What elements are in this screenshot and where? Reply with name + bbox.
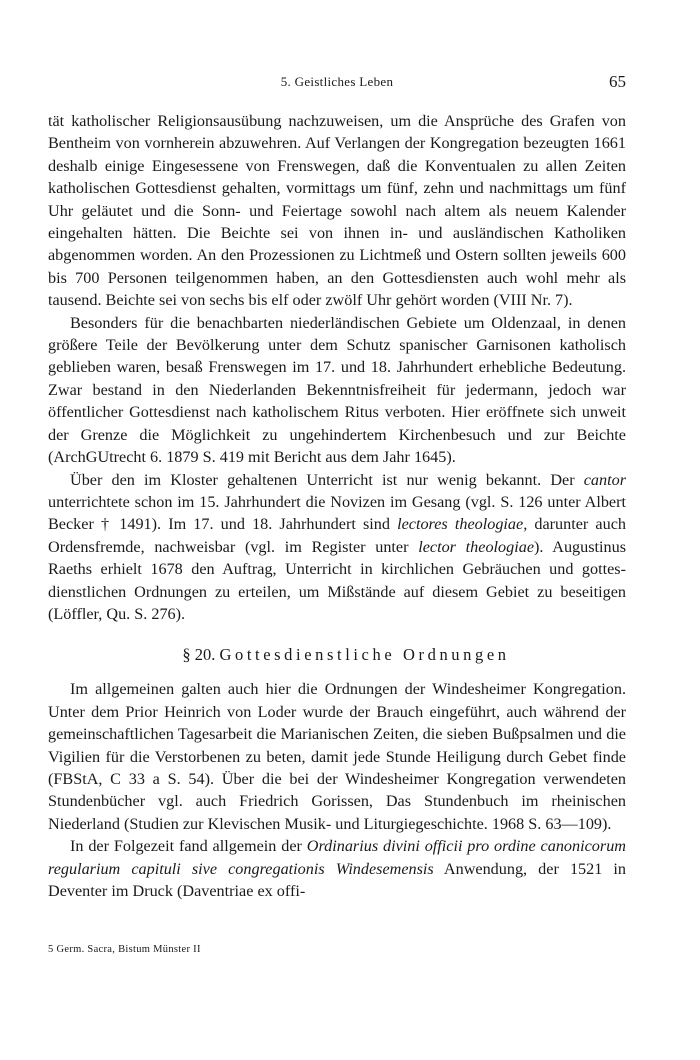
italic-term: lector theologiae: [418, 537, 534, 556]
text-run: darunter auch Ordensfremde, nachweisbar (vgl. im Register unter: [48, 515, 626, 556]
paragraph: [48, 469, 626, 626]
signature-line: 5 Germ. Sacra, Bistum Münster II: [48, 944, 201, 955]
text-run: tät katholischer Religionsausübung nachzuweisen, um die Ansprüche des Grafen von Bentheim von vornherein abzuwehren. Auf Verlangen der Kongregation bezeugten 1661 deshalb einige Eingesessene von Frenswegen, daß die Konventualen zu allen Zeiten katholischen Gottesdienst gehalten, vormittags um fünf, zehn und nachmittags um fünf Uhr geläutet und die Sonn- und Feiertage sowohl nach altem als neuem Kalender eingehalten hätten. Die Beichte sei von ihnen in- und ausländischen Katholiken abgenommen worden. An den Prozessionen zu Lichtmeß und Ostern sollten jeweils 600 bis 700 Personen teilgenommen haben, an den Gottesdiensten auch wohl mehr als tausend. Beichte sei von sechs bis elf oder zwölf Uhr gehört worden (VIII Nr. 7).: [48, 112, 626, 310]
text-run: Anwendung, der 1521 in Deventer im Druck (Daventriae ex offi-: [48, 859, 626, 900]
text-run: ). Augustinus Raeths erhielt 1678 den Auftrag, Unterricht in kirchlichen Gebräuchen und gottesdienstlichen Ordnungen zu erteilen, um Mißstände auf diesem Gebiet zu beseitigen (Löffler, Qu. S. 276).: [48, 537, 627, 623]
section-number: § 20.: [182, 645, 216, 665]
paragraph: [48, 312, 626, 469]
paragraph: [48, 110, 626, 312]
paragraphs-before: [48, 110, 626, 625]
italic-term: cantor: [583, 470, 626, 489]
section-heading: [48, 644, 626, 666]
text-run: Über den im Kloster gehaltenen Unterricht ist nur wenig bekannt. Der: [70, 470, 584, 489]
text-run: In der Folgezeit fand allgemein der: [70, 837, 307, 856]
text-run: Im allgemeinen galten auch hier die Ordnungen der Windesheimer Kongregation. Unter dem Prior Heinrich von Loder wurde der Brauch eingeführt, auch während der gemeinschaftlichen Tagesarbeit die Marianischen Zeiten, die sieben Bußpsalmen und die Vigilien für die Verstorbenen zu beten, damit jede Stunde Heiligung durch Gebet finde (FBStA, C 33 a S. 54). Über die bei der Windesheimer Kongregation verwendeten Stundenbücher vgl. auch Friedrich Gorissen, Das Stundenbuch im rheinischen Niederland (Studien zur Klevischen Musik- und Liturgiegeschichte. 1968 S. 63—109).: [48, 680, 626, 833]
running-head: [48, 72, 626, 94]
paragraph: [48, 678, 626, 835]
paragraph: [48, 835, 626, 902]
running-title: 5. Geistliches Leben: [280, 74, 394, 89]
body-text: [48, 110, 626, 902]
section-title: Gottesdienstliche Ordnungen: [219, 645, 510, 665]
page-number: 65: [609, 72, 626, 91]
italic-term: Ordinarius divini officii pro ordine canonicorum regularium capituli sive congregationis Windesemensis: [48, 837, 626, 878]
text-run: Besonders für die benachbarten niederländischen Gebiete um Oldenzaal, in denen größere Teile der Bevölkerung unter dem Schutz spanischer Garnisonen katholisch geblieben waren, besaß Frenswegen im 17. und 18. Jahrhundert erhebliche Bedeutung. Zwar bestand in den Niederlanden Bekenntnisfreiheit für jedermann, jedoch war öffentlicher Gottesdienst nach katholischem Ritus verboten. Hier eröffnete sich unweit der Grenze die Möglichkeit zu ungehindertem Kirchenbesuch und zur Beichte (ArchGUtrecht 6. 1879 S. 419 mit Bericht aus dem Jahr 1645).: [48, 313, 626, 467]
paragraphs-after: [48, 678, 626, 902]
text-run: unterrichtete schon im 15. Jahrhundert die Novizen im Gesang (vgl. S. 126 unter Albert Becker † 1491). Im 17. und 18. Jahrhundert sind: [48, 492, 626, 534]
italic-term: lectores theologiae,: [397, 515, 528, 534]
